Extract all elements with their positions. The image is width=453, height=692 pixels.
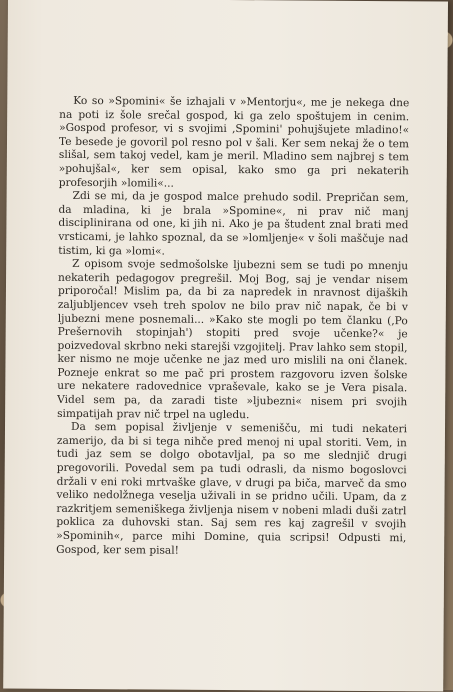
book-page	[3, 0, 448, 692]
paragraph-1: Ko so »Spomini« še izhajali v »Mentorju«, me je nekega dne na poti iz šole srečal gospod, ki ga zelo spoštujem in cenim. »Gospod profesor, vi s svojimi ‚Spomini' pohujšujete mladino!« Te besede je govoril pol resno pol v šali. Ker sem nekaj že o tem slišal, sem takoj vedel, kam je meril. Mladino sem najbrej s tem »pohujšal«, ker sem opisal, kako smo ga pri nekaterih profesorjih »lomili«...	[58, 94, 410, 190]
paragraph-3: Z opisom svoje sedmošolske ljubezni sem se tudi po mnenju nekaterih pedagogov pregrešil. Moj Bog, saj je vendar nisem priporočal! Mislim pa, da bi za napredek in nravnost dijaških zaljubljencev vseh treh spolov ne bilo prav nič napak, če bi v ljubezni mene posnemali... »Kako ste mogli po tem članku (‚Po Prešernovih stopinjah') stopiti pred svoje učenke?« je poizvedoval skrbno neki starejši vzgojitelj. Prav lahko sem stopil, ker nismo ne moje učenke ne jaz med uro mislili na oni članek. Pozneje enkrat so me pač pri prostem razgovoru izven šolske ure nekatere radovednice vpraševale, kako se je Vera pisala. Videl sem pa, da zaradi tiste »ljubezni« nisem pri svojih simpatijah prav nič trpel na ugledu.	[57, 258, 409, 421]
paragraph-2: Zdi se mi, da je gospod malce prehudo sodil. Prepričan sem, da mladina, ki je brala »Spomine«, ni prav nič manj disciplinirana od one, ki jih ni. Ako je pa študent znal brati med vrsticami, je lahko spoznal, da se »lomljenje« v šoli maščuje nad tistim, ki ga »lomi«.	[58, 190, 409, 258]
body-text	[56, 95, 409, 560]
paragraph-4: Da sem popisal življenje v semenišču, mi tudi nekateri zamerijo, da bi si tega nihče pred menoj ni upal storiti. Vem, in tudi jaz sem se dolgo obotavljal, pa so me slednjič drugi pregovorili. Povedal sem pa tudi odrasli, da nismo bogoslovci držali v eni roki mrtvaške glave, v drugi pa biča, marveč da smo veliko nedolžnega veselja uživali in se pridno učili. Upam, da z razkritjem semeniškega življenja nisem v nobeni mladi duši zatrl poklica za duhovski stan. Saj sem res kaj zagrešil v svojih »Spominih«, parce mihi Domine, quia scripsi! Odpusti mi, Gospod, ker sem pisal!	[56, 421, 408, 557]
